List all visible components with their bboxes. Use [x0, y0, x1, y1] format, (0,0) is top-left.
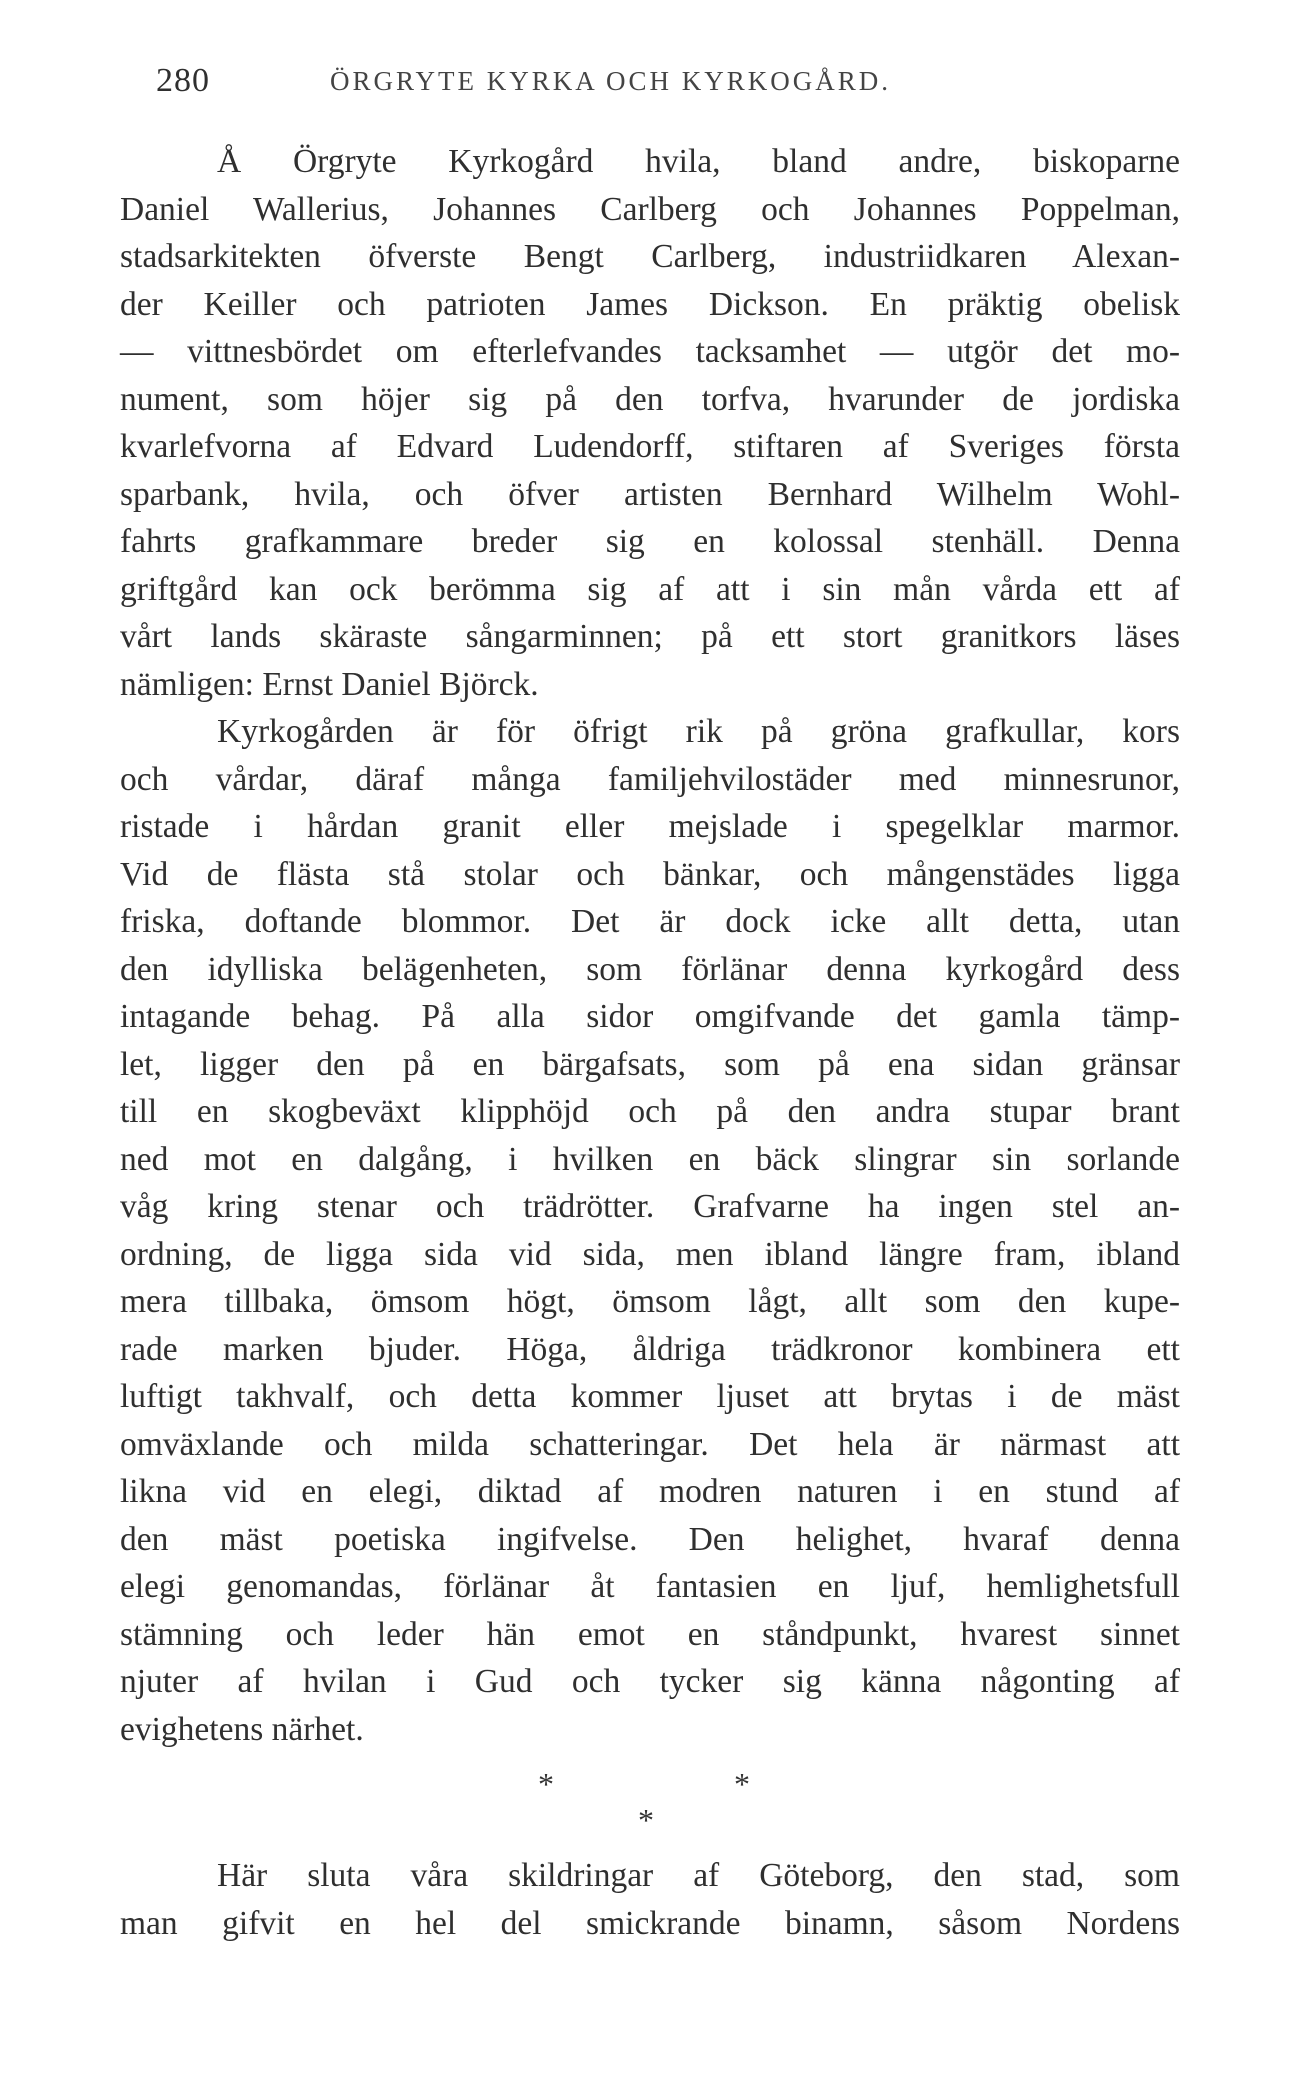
text-line: intagande behag. På alla sidor omgifvande det gamla tämp-	[120, 998, 1180, 1035]
text-line: stämning och leder hän emot en ståndpunkt, hvarest sinnet	[120, 1615, 1180, 1653]
text-line: mera tillbaka, ömsom högt, ömsom lågt, allt som den kupe-	[120, 1283, 1180, 1320]
asterisk: *	[734, 1766, 750, 1802]
text-line: luftigt takhvalf, och detta kommer ljuset att brytas i de mäst	[120, 1378, 1180, 1415]
text-line: den mäst poetiska ingifvelse. Den helighet, hvaraf denna	[120, 1520, 1180, 1558]
text-line: fahrts grafkammare breder sig en kolossal stenhäll. Denna	[120, 523, 1180, 560]
text-line: der Keiller och patrioten James Dickson. En präktig obelisk	[120, 285, 1180, 323]
text-line: omväxlande och milda schatteringar. Det hela är närmast att	[120, 1425, 1180, 1463]
text-line: njuter af hvilan i Gud och tycker sig känna någonting af	[120, 1663, 1180, 1700]
text-line: sparbank, hvila, och öfver artisten Bernhard Wilhelm Wohl-	[120, 475, 1180, 513]
text-line: ristade i hårdan granit eller mejslade i spegelklar marmor.	[120, 808, 1180, 845]
running-title: ÖRGRYTE KYRKA OCH KYRKOGÅRD.	[330, 66, 892, 96]
text-line: nämligen: Ernst Daniel Björck.	[120, 665, 539, 703]
text-line: vårt lands skäraste sångarminnen; på ett stort granitkors läses	[120, 618, 1180, 655]
text-line: Daniel Wallerius, Johannes Carlberg och Johannes Poppelman,	[120, 190, 1180, 228]
body-text	[120, 138, 1180, 1753]
text-line: Kyrkogården är för öfrigt rik på gröna grafkullar, kors	[217, 713, 1180, 750]
text-line: nument, som höjer sig på den torfva, hvarunder de jordiska	[120, 380, 1180, 418]
asterisk: *	[638, 1802, 654, 1838]
text-line: ned mot en dalgång, i hvilken en bäck slingrar sin sorlande	[120, 1140, 1180, 1178]
text-line: griftgård kan ock berömma sig af att i sin mån vårda ett af	[120, 570, 1180, 608]
closing-paragraph	[120, 1852, 1180, 1947]
text-line: Å Örgryte Kyrkogård hvila, bland andre, biskoparne	[217, 143, 1180, 180]
text-line: ordning, de ligga sida vid sida, men ibland längre fram, ibland	[120, 1235, 1180, 1273]
text-line: och vårdar, däraf många familjehvilostäder med minnesrunor,	[120, 760, 1180, 798]
text-line: den idylliska belägenheten, som förlänar denna kyrkogård dess	[120, 950, 1180, 988]
text-line: kvarlefvorna af Edvard Ludendorff, stiftaren af Sveriges första	[120, 428, 1180, 465]
text-line: våg kring stenar och trädrötter. Grafvarne ha ingen stel an-	[120, 1188, 1180, 1225]
text-line: let, ligger den på en bärgafsats, som på ena sidan gränsar	[120, 1045, 1180, 1083]
text-line: Vid de flästa stå stolar och bänkar, och mångenstädes ligga	[120, 855, 1180, 893]
page-number: 280	[156, 62, 210, 99]
page-header	[156, 62, 1116, 112]
asterisk: *	[538, 1766, 554, 1802]
text-line: elegi genomandas, förlänar åt fantasien en ljuf, hemlighetsfull	[120, 1568, 1180, 1605]
text-line: friska, doftande blommor. Det är dock icke allt detta, utan	[120, 903, 1180, 940]
text-line: Här sluta våra skildringar af Göteborg, den stad, som	[217, 1857, 1180, 1894]
text-line: evighetens närhet.	[120, 1710, 364, 1748]
section-divider	[0, 1766, 1300, 1856]
text-line: likna vid en elegi, diktad af modren naturen i en stund af	[120, 1473, 1180, 1510]
text-line: man gifvit en hel del smickrande binamn, såsom Nordens	[120, 1904, 1180, 1942]
text-line: stadsarkitekten öfverste Bengt Carlberg, industriidkaren Alexan-	[120, 238, 1180, 275]
text-line: — vittnesbördet om efterlefvandes tacksamhet — utgör det mo-	[120, 333, 1180, 370]
text-line: till en skogbeväxt klipphöjd och på den andra stupar brant	[120, 1093, 1180, 1130]
text-line: rade marken bjuder. Höga, åldriga trädkronor kombinera ett	[120, 1330, 1180, 1368]
